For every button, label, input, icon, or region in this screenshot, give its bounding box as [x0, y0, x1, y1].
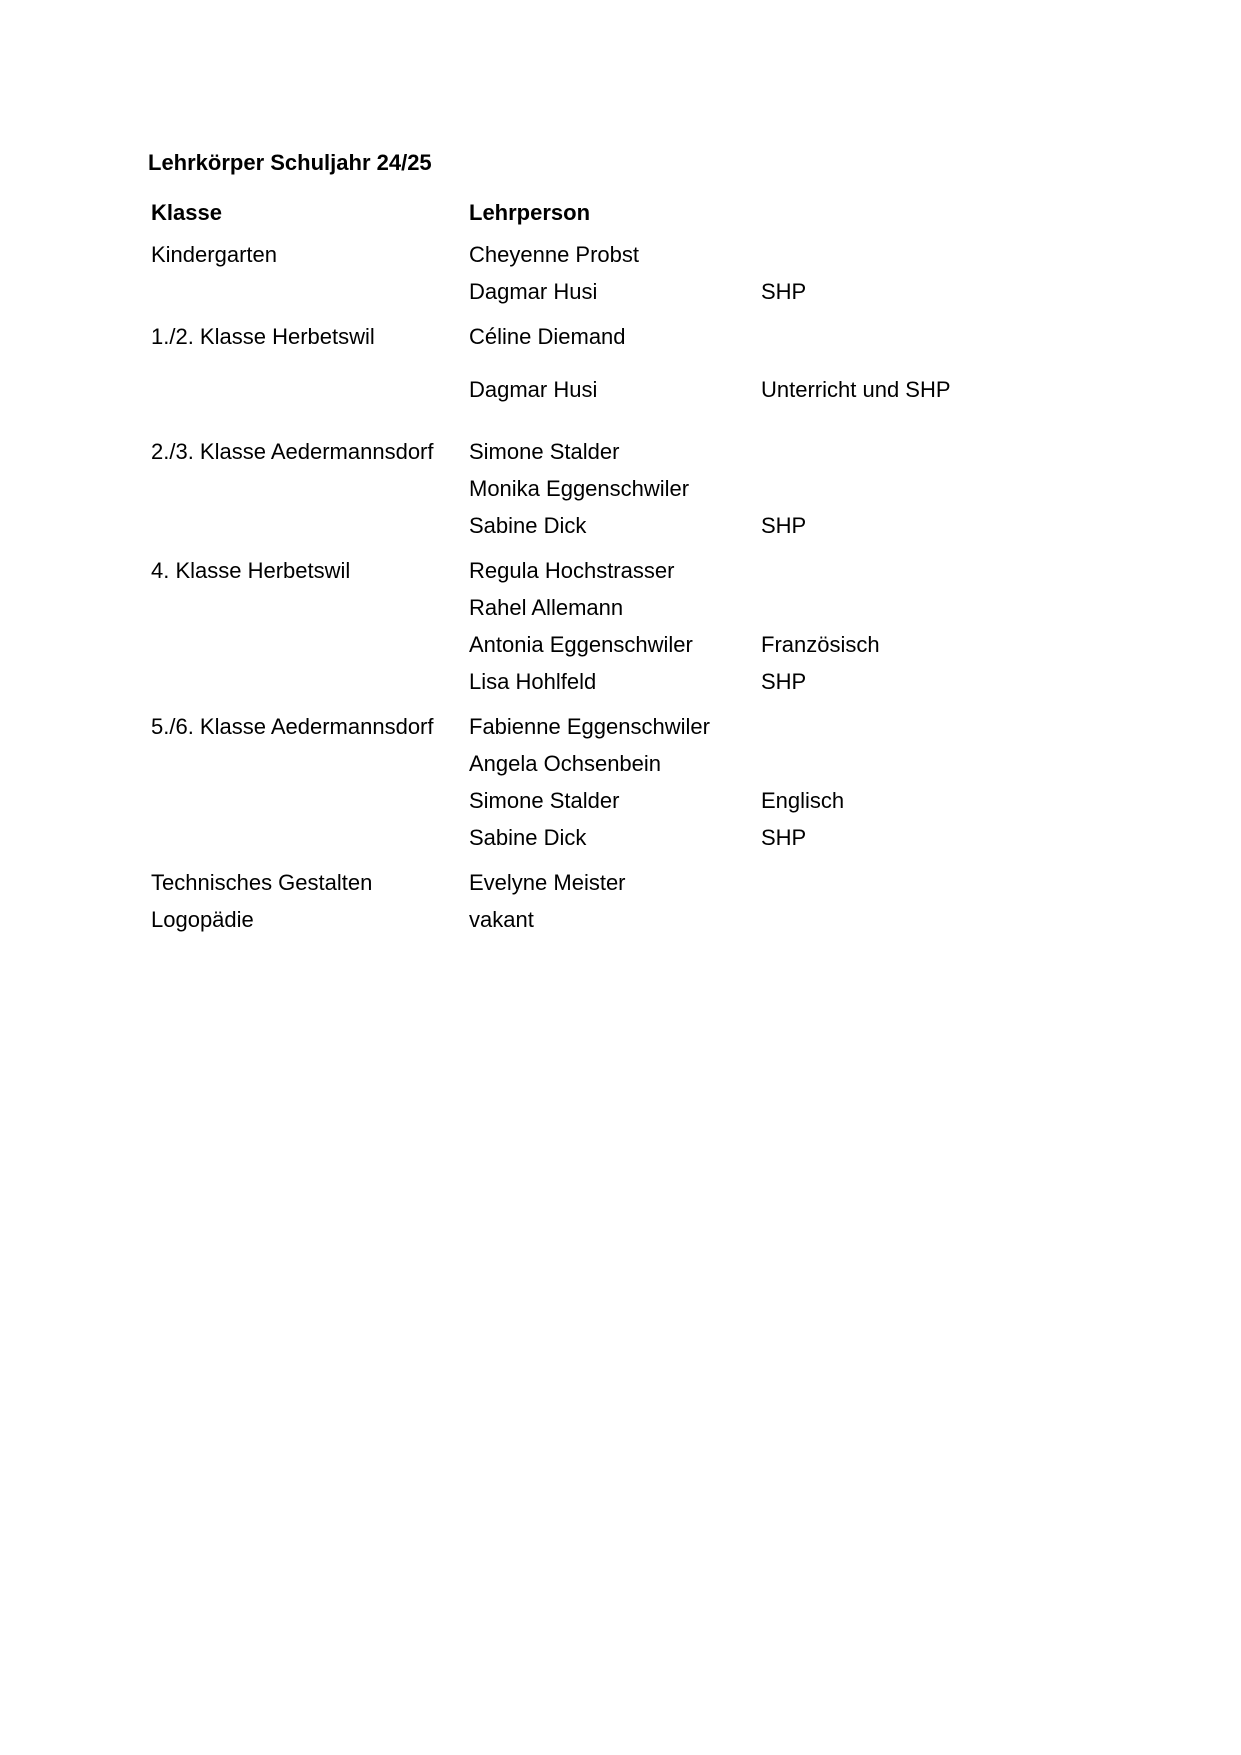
header-class: Klasse	[151, 200, 222, 225]
note-cell: SHP	[761, 512, 807, 538]
class-cell	[140, 470, 458, 507]
teacher-cell: Sabine Dick	[469, 824, 587, 850]
header-note	[750, 198, 961, 236]
note-cell	[750, 700, 961, 745]
table-row	[140, 310, 961, 355]
teacher-cell: Sabine Dick	[469, 512, 587, 538]
table-row	[140, 626, 961, 663]
note-cell	[750, 856, 961, 901]
document-title: Lehrkörper Schuljahr 24/25	[148, 150, 432, 175]
teacher-cell: Lisa Hohlfeld	[469, 668, 597, 694]
class-cell	[140, 745, 458, 782]
table-row	[140, 589, 961, 626]
teacher-cell: Monika Eggenschwiler	[469, 475, 690, 501]
table-row	[140, 273, 961, 310]
teacher-cell: Rahel Allemann	[469, 594, 624, 620]
table-row	[140, 236, 961, 273]
class-cell: Kindergarten	[151, 241, 277, 267]
teacher-cell: Regula Hochstrasser	[469, 557, 675, 583]
table-row	[140, 355, 961, 425]
class-cell	[140, 273, 458, 310]
class-cell	[140, 507, 458, 544]
class-cell: 4. Klasse Herbetswil	[151, 557, 351, 583]
class-cell	[140, 663, 458, 700]
note-cell	[750, 310, 961, 355]
note-cell: SHP	[761, 668, 807, 694]
teacher-cell: Angela Ochsenbein	[469, 750, 662, 776]
note-cell	[750, 236, 961, 273]
class-cell	[140, 355, 458, 425]
teacher-cell: Evelyne Meister	[469, 869, 626, 895]
table-row	[140, 856, 961, 901]
class-cell: Logopädie	[151, 906, 254, 932]
note-cell	[750, 589, 961, 626]
teacher-cell: Simone Stalder	[469, 787, 620, 813]
table-row	[140, 745, 961, 782]
note-cell	[750, 544, 961, 589]
teacher-cell: Cheyenne Probst	[469, 241, 639, 267]
class-cell: 1./2. Klasse Herbetswil	[151, 323, 375, 349]
table-header-row	[140, 198, 961, 236]
table-row	[140, 819, 961, 856]
note-cell: Unterricht und SHP	[761, 377, 951, 402]
note-cell: Französisch	[761, 631, 880, 657]
note-cell	[750, 745, 961, 782]
note-cell: SHP	[761, 824, 807, 850]
table-row	[140, 663, 961, 700]
table-row	[140, 507, 961, 544]
teacher-cell: Dagmar Husi	[469, 278, 598, 304]
table-row	[140, 700, 961, 745]
teacher-cell: Antonia Eggenschwiler	[469, 631, 693, 657]
note-cell	[750, 901, 961, 938]
teacher-cell: vakant	[469, 906, 534, 932]
note-cell	[750, 470, 961, 507]
class-cell: 5./6. Klasse Aedermannsdorf	[151, 713, 434, 739]
note-cell: Englisch	[761, 787, 845, 813]
class-cell	[140, 782, 458, 819]
teacher-roster-table	[140, 198, 961, 938]
class-cell: Technisches Gestalten	[151, 869, 373, 895]
table-row	[140, 782, 961, 819]
header-teacher: Lehrperson	[469, 200, 591, 225]
teacher-cell: Simone Stalder	[469, 438, 620, 464]
class-cell: 2./3. Klasse Aedermannsdorf	[151, 438, 434, 464]
table-row	[140, 901, 961, 938]
note-cell: SHP	[761, 278, 807, 304]
class-cell	[140, 626, 458, 663]
teacher-cell: Fabienne Eggenschwiler	[469, 713, 710, 739]
teacher-cell: Dagmar Husi	[469, 377, 598, 402]
note-cell	[750, 425, 961, 470]
table-row	[140, 425, 961, 470]
table-row	[140, 470, 961, 507]
class-cell	[140, 819, 458, 856]
table-row	[140, 544, 961, 589]
teacher-cell: Céline Diemand	[469, 323, 626, 349]
class-cell	[140, 589, 458, 626]
